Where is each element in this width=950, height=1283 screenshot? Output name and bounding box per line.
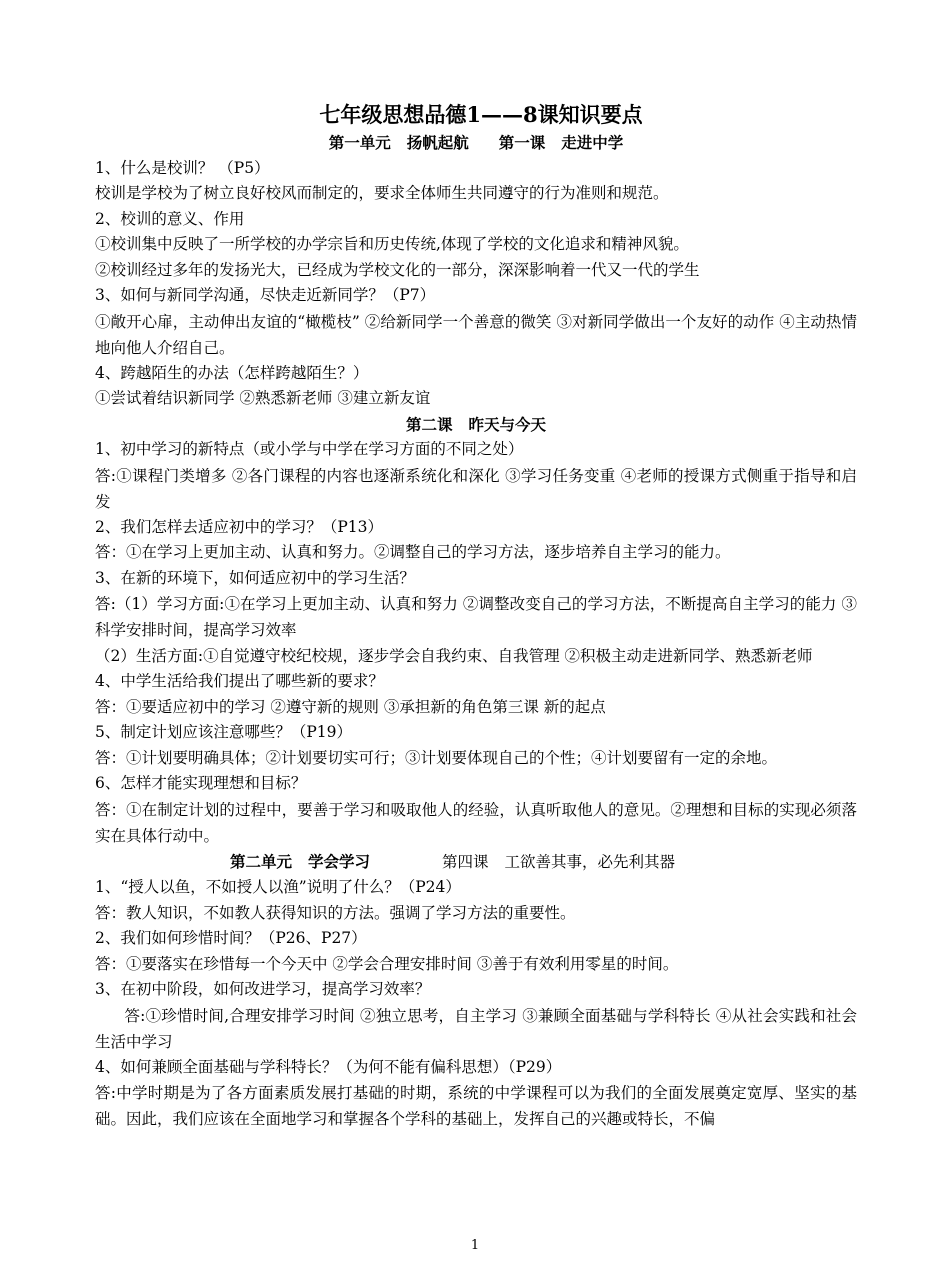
answer: ①敞开心扉，主动伸出友谊的“橄榄枝” ②给新同学一个善意的微笑 ③对新同学做出一个友好的动作 ④主动热情地向他人介绍自己。 <box>95 312 857 357</box>
question: 3、如何与新同学沟通，尽快走近新同学？（P7） <box>95 286 436 304</box>
lesson1-name: 走进中学 <box>561 133 624 152</box>
lesson4-label: 第四课 <box>442 852 489 871</box>
answer: ①校训集中反映了一所学校的办学宗旨和历史传统,体现了学校的文化追求和精神风貌。 <box>95 235 689 253</box>
question: 3、在新的环境下，如何适应初中的学习生活？ <box>95 568 415 587</box>
unit1-label: 第一单元 <box>328 133 391 152</box>
answer: 校训是学校为了树立良好校风而制定的，要求全体师生共同遵守的行为准则和规范。 <box>95 184 669 202</box>
unit2-label: 第二单元 <box>230 851 293 871</box>
question: 6、怎样才能实现理想和目标？ <box>95 774 307 792</box>
answer: 答：①在学习上更加主动、认真和努力。②调整自己的学习方法，逐步培养自主学习的能力。 <box>95 543 731 561</box>
page-number: 1 <box>470 1238 480 1253</box>
answer: 答:（1）学习方面:①在学习上更加主动、认真和努力 ②调整改变自己的学习方法，不断提高自主学习的能力 ③科学安排时间，提高学习效率 <box>95 595 857 639</box>
answer: 答:①课程门类增多 ②各门课程的内容也逐渐系统化和深化 ③学习任务变重 ④老师的授课方式侧重于指导和启发 <box>95 466 857 511</box>
question: 5、制定计划应该注意哪些？（P19） <box>95 723 353 741</box>
answer: ①尝试着结识新同学 ②熟悉新老师 ③建立新友谊 <box>95 389 431 407</box>
answer: 答:中学时期是为了各方面素质发展打基础的时期，系统的中学课程可以为我们的全面发展奠定宽厚、坚实的基础。因此，我们应该在全面地学习和掌握各个学科的基础上，发挥自己的兴趣或特长，不偏 <box>95 1084 857 1128</box>
lesson2-heading <box>95 412 857 438</box>
question: 2、校训的意义、作用 <box>95 209 245 228</box>
lesson2-name: 昨天与今天 <box>468 414 547 434</box>
question: 1、初中学习的新特点（或小学与中学在学习方面的不同之处） <box>95 440 524 458</box>
question: 1、“授人以鱼，不如授人以渔”说明了什么？（P24） <box>95 878 461 896</box>
answer: 答：教人知识，不如教人获得知识的方法。强调了学习方法的重要性。 <box>95 903 576 922</box>
unit2-lesson4-heading <box>95 849 857 876</box>
answer: 答：①要落实在珍惜每一个今天中 ②学会合理安排时间 ③善于有效利用零星的时间。 <box>95 954 679 973</box>
answer: 答：①在制定计划的过程中，要善于学习和吸取他人的经验，认真听取他人的意见。②理想和目标的实现必须落实在具体行动中。 <box>95 800 857 845</box>
answer: （2）生活方面:①自觉遵守校纪校规，逐步学会自我约束、自我管理 ②积极主动走进新同学、熟悉新老师 <box>95 647 813 665</box>
answer: 答:①珍惜时间,合理安排学习时间 ②独立思考，自主学习 ③兼顾全面基础与学科特长 ④从社会实践和社会生活中学习 <box>95 1006 857 1051</box>
lesson2-label: 第二课 <box>405 414 453 434</box>
unit1-name: 扬帆起航 <box>406 133 469 152</box>
document-body <box>95 100 857 1132</box>
question: 4、跨越陌生的办法（怎样跨越陌生？） <box>95 363 369 382</box>
question: 1、什么是校训？ （P5） <box>95 158 270 177</box>
answer: 答：①要适应初中的学习 ②遵守新的规则 ③承担新的角色第三课 新的起点 <box>95 697 606 716</box>
question: 2、我们如何珍惜时间？（P26、P27） <box>95 929 367 947</box>
question: 2、我们怎样去适应初中的学习？（P13） <box>95 517 384 536</box>
question: 4、中学生活给我们提出了哪些新的要求？ <box>95 672 384 690</box>
unit2-name: 学会学习 <box>308 851 371 871</box>
lesson4-name: 工欲善其事，必先利其器 <box>504 852 676 871</box>
document-title: 七年级思想品德1——8课知识要点 <box>319 102 643 127</box>
unit1-lesson1-heading <box>95 130 857 156</box>
lesson1-label: 第一课 <box>498 133 546 152</box>
answer: 答：①计划要明确具体；②计划要切实可行；③计划要体现自己的个性；④计划要留有一定的余地。 <box>95 748 778 767</box>
answer: ②校训经过多年的发扬光大，已经成为学校文化的一部分，深深影响着一代又一代的学生 <box>95 260 700 279</box>
question: 4、如何兼顾全面基础与学科特长？（为何不能有偏科思想）（P29） <box>95 1057 562 1076</box>
question: 3、在初中阶段，如何改进学习，提高学习效率？ <box>95 980 431 998</box>
